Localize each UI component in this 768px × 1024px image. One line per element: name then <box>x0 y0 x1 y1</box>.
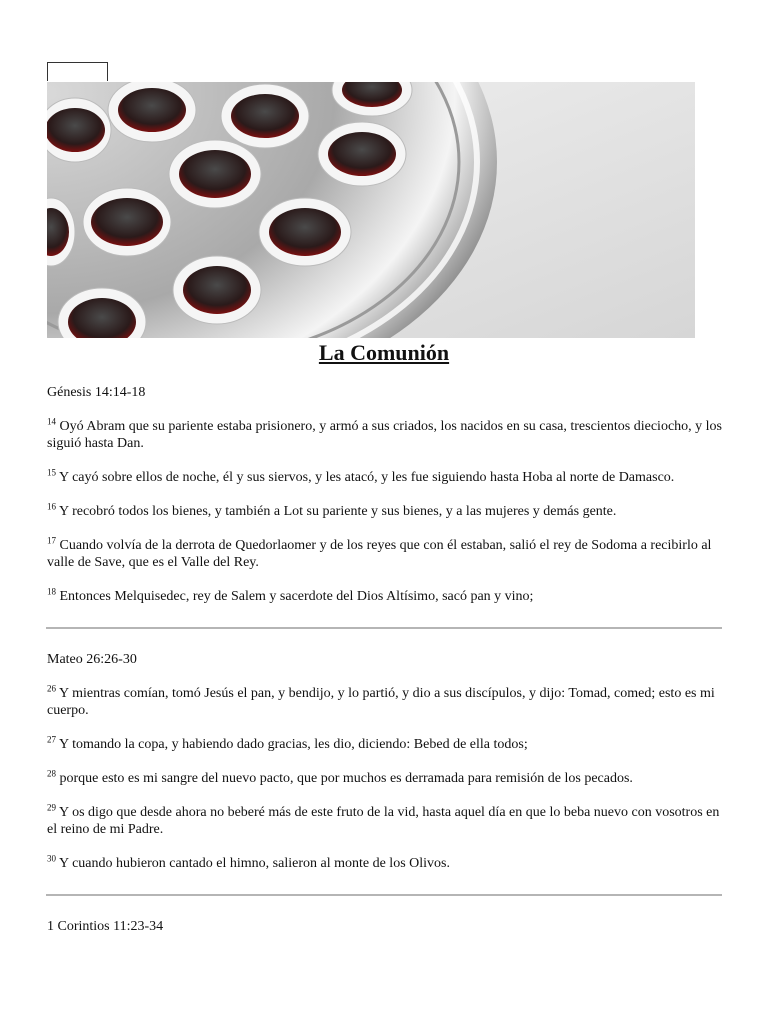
page-title: La Comunión <box>318 340 450 365</box>
section-reference: Génesis 14:14-18 <box>47 385 146 400</box>
verse-text: Y tomando la copa, y habiendo dado gracias, les dio, diciendo: Bebed de ella todos; <box>58 737 528 752</box>
verse-number: 27 <box>47 734 56 745</box>
verse-number: 29 <box>47 802 56 813</box>
verse <box>47 804 725 838</box>
verse-text: Cuando volvía de la derrota de Quedorlaomer y de los reyes que con él estaban, salió el rey de Sodoma a recibirlo al valle de Save, que es el Valle del Rey. <box>47 538 712 570</box>
verse-text: Y mientras comían, tomó Jesús el pan, y bendijo, y lo partió, y dio a sus discípulos, y dijo: Tomad, comed; esto es mi cuerpo. <box>47 686 715 718</box>
communion-tray-illustration <box>47 82 695 338</box>
verse <box>47 503 725 520</box>
section-genesis <box>47 384 725 605</box>
verse-number: 16 <box>47 501 56 512</box>
scripture-content <box>47 384 725 952</box>
verse-text: Y cayó sobre ellos de noche, él y sus siervos, y les atacó, y les fue siguiendo hasta Hoba al norte de Damasco. <box>58 470 675 485</box>
verse-number: 30 <box>47 853 56 864</box>
communion-cups-image <box>47 82 695 338</box>
verse-text: Entonces Melquisedec, rey de Salem y sacerdote del Dios Altísimo, sacó pan y vino; <box>59 589 534 604</box>
section-matthew <box>47 651 725 872</box>
section-divider <box>46 894 722 896</box>
verse-number: 26 <box>47 683 56 694</box>
verse <box>47 770 725 787</box>
verse <box>47 469 725 486</box>
verse <box>47 537 725 571</box>
verse-text: Y cuando hubieron cantado el himno, salieron al monte de los Olivos. <box>58 856 450 871</box>
verse-text: Oyó Abram que su pariente estaba prisionero, y armó a sus criados, los nacidos en su casa, trescientos dieciocho, y los siguió hasta Dan. <box>47 419 722 451</box>
verse <box>47 736 725 753</box>
section-corinthians <box>47 918 725 935</box>
verse-text: Y os digo que desde ahora no beberé más de este fruto de la vid, hasta aquel día en que lo beba nuevo con vosotros en el reino de mi Padre. <box>47 805 720 837</box>
verse-number: 17 <box>47 535 56 546</box>
image-frame-tab <box>47 62 108 81</box>
verse <box>47 418 725 452</box>
verse-number: 18 <box>47 586 56 597</box>
verse-number: 14 <box>47 416 56 427</box>
verse <box>47 588 725 605</box>
section-reference: Mateo 26:26-30 <box>47 652 137 667</box>
verse-number: 28 <box>47 768 56 779</box>
verse <box>47 855 725 872</box>
verse-text: Y recobró todos los bienes, y también a Lot su pariente y sus bienes, y a las mujeres y demás gente. <box>58 504 617 519</box>
verse <box>47 685 725 719</box>
section-reference: 1 Corintios 11:23-34 <box>47 919 164 934</box>
verse-number: 15 <box>47 467 56 478</box>
verse-text: porque esto es mi sangre del nuevo pacto, que por muchos es derramada para remisión de los pecados. <box>59 771 633 786</box>
section-divider <box>46 627 722 629</box>
